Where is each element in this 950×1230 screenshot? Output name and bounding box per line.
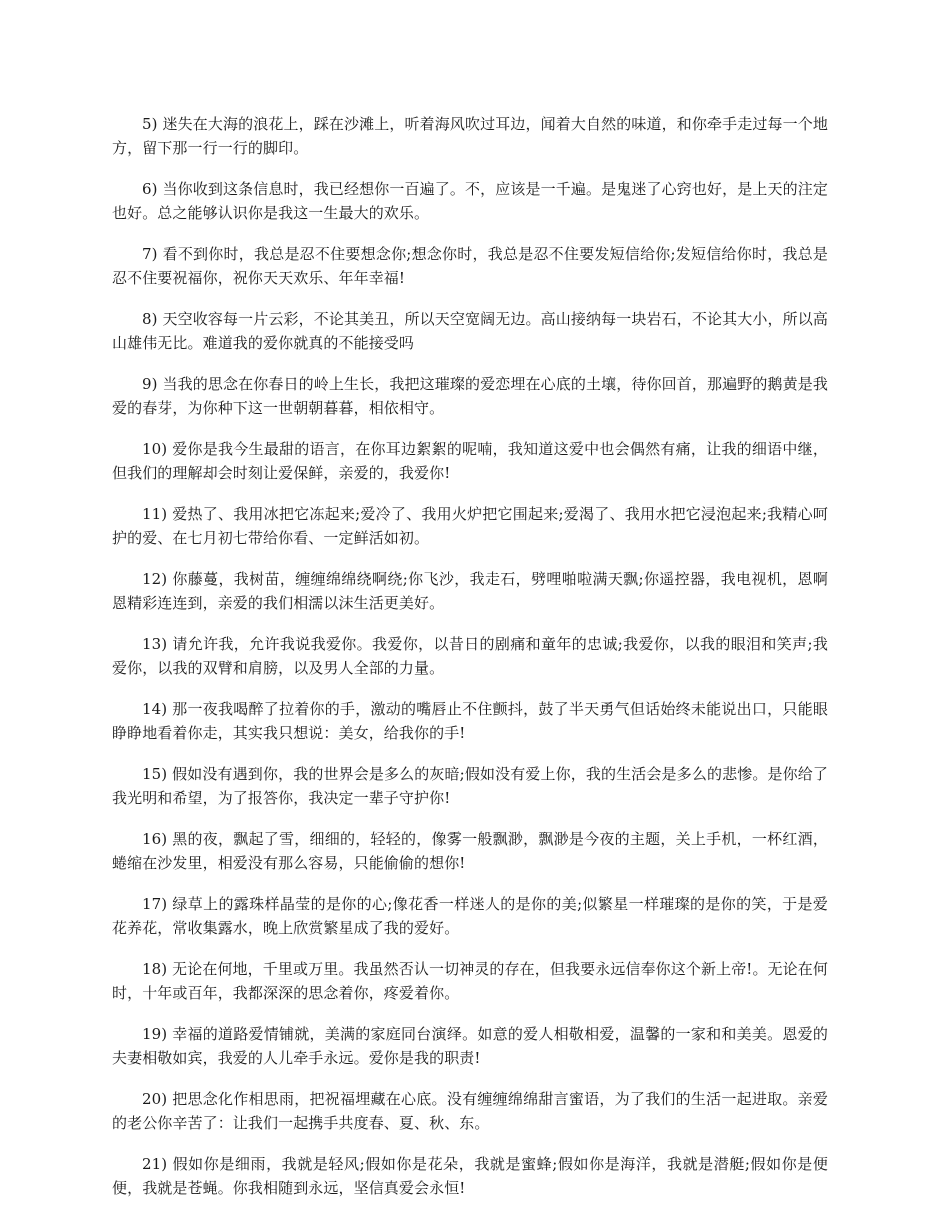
paragraph-21: 21) 假如你是细雨，我就是轻风;假如你是花朵，我就是蜜蜂;假如你是海洋，我就是潜艇;假如你是便便，我就是苍蝇。你我相随到永远，坚信真爱会永恒! (112, 1155, 828, 1197)
paragraph-11: 11) 爱热了、我用冰把它冻起来;爱冷了、我用火炉把它围起来;爱渴了、我用水把它浸泡起来;我精心呵护的爱、在七月初七带给你看、一定鲜活如初。 (112, 505, 828, 547)
paragraph-16: 16) 黑的夜，飘起了雪，细细的，轻轻的，像雾一般飘渺，飘渺是今夜的主题，关上手机，一杯红酒，蜷缩在沙发里，相爱没有那么容易，只能偷偷的想你! (112, 830, 828, 872)
paragraph-10: 10) 爱你是我今生最甜的语言，在你耳边絮絮的呢喃，我知道这爱中也会偶然有痛，让我的细语中继，但我们的理解却会时刻让爱保鲜，亲爱的，我爱你! (112, 440, 828, 482)
paragraph-15: 15) 假如没有遇到你，我的世界会是多么的灰暗;假如没有爱上你，我的生活会是多么的悲惨。是你给了我光明和希望，为了报答你，我决定一辈子守护你! (112, 765, 828, 807)
paragraph-20: 20) 把思念化作相思雨，把祝福埋藏在心底。没有缠缠绵绵甜言蜜语，为了我们的生活一起进取。亲爱的老公你辛苦了：让我们一起携手共度春、夏、秋、东。 (112, 1090, 828, 1132)
paragraph-5: 5) 迷失在大海的浪花上，踩在沙滩上，听着海风吹过耳边，闻着大自然的味道，和你牵手走过每一个地方，留下那一行一行的脚印。 (112, 115, 828, 157)
paragraph-12: 12) 你藤蔓，我树苗，缠缠绵绵绕啊绕;你飞沙，我走石，劈哩啪啦满天飘;你遥控器，我电视机，恩啊恩精彩连连到，亲爱的我们相濡以沫生活更美好。 (112, 570, 828, 612)
paragraph-9: 9) 当我的思念在你春日的岭上生长，我把这璀璨的爱恋埋在心底的土壤，待你回首，那遍野的鹅黄是我爱的春芽，为你种下这一世朝朝暮暮，相依相守。 (112, 375, 828, 417)
paragraph-8: 8) 天空收容每一片云彩，不论其美丑，所以天空宽阔无边。高山接纳每一块岩石，不论其大小，所以高山雄伟无比。难道我的爱你就真的不能接受吗 (112, 310, 828, 352)
paragraph-7: 7) 看不到你时，我总是忍不住要想念你;想念你时，我总是忍不住要发短信给你;发短信给你时，我总是忍不住要祝福你，祝你天天欢乐、年年幸福! (112, 245, 828, 287)
paragraph-18: 18) 无论在何地，千里或万里。我虽然否认一切神灵的存在，但我要永远信奉你这个新上帝!。无论在何时，十年或百年，我都深深的思念着你，疼爱着你。 (112, 960, 828, 1002)
paragraph-6: 6) 当你收到这条信息时，我已经想你一百遍了。不，应该是一千遍。是鬼迷了心窍也好，是上天的注定也好。总之能够认识你是我这一生最大的欢乐。 (112, 180, 828, 222)
paragraph-13: 13) 请允许我，允许我说我爱你。我爱你，以昔日的剧痛和童年的忠诚;我爱你，以我的眼泪和笑声;我爱你，以我的双臂和肩膀，以及男人全部的力量。 (112, 635, 828, 677)
paragraph-19: 19) 幸福的道路爱情铺就，美满的家庭同台演绎。如意的爱人相敬相爱，温馨的一家和和美美。恩爱的夫妻相敬如宾，我爱的人儿牵手永远。爱你是我的职责! (112, 1025, 828, 1067)
document-page (112, 112, 828, 1217)
paragraph-14: 14) 那一夜我喝醉了拉着你的手，激动的嘴唇止不住颤抖，鼓了半天勇气但话始终未能说出口，只能眼睁睁地看着你走，其实我只想说：美女，给我你的手! (112, 700, 828, 742)
paragraph-17: 17) 绿草上的露珠样晶莹的是你的心;像花香一样迷人的是你的美;似繁星一样璀璨的是你的笑，于是爱花养花，常收集露水，晚上欣赏繁星成了我的爱好。 (112, 895, 828, 937)
